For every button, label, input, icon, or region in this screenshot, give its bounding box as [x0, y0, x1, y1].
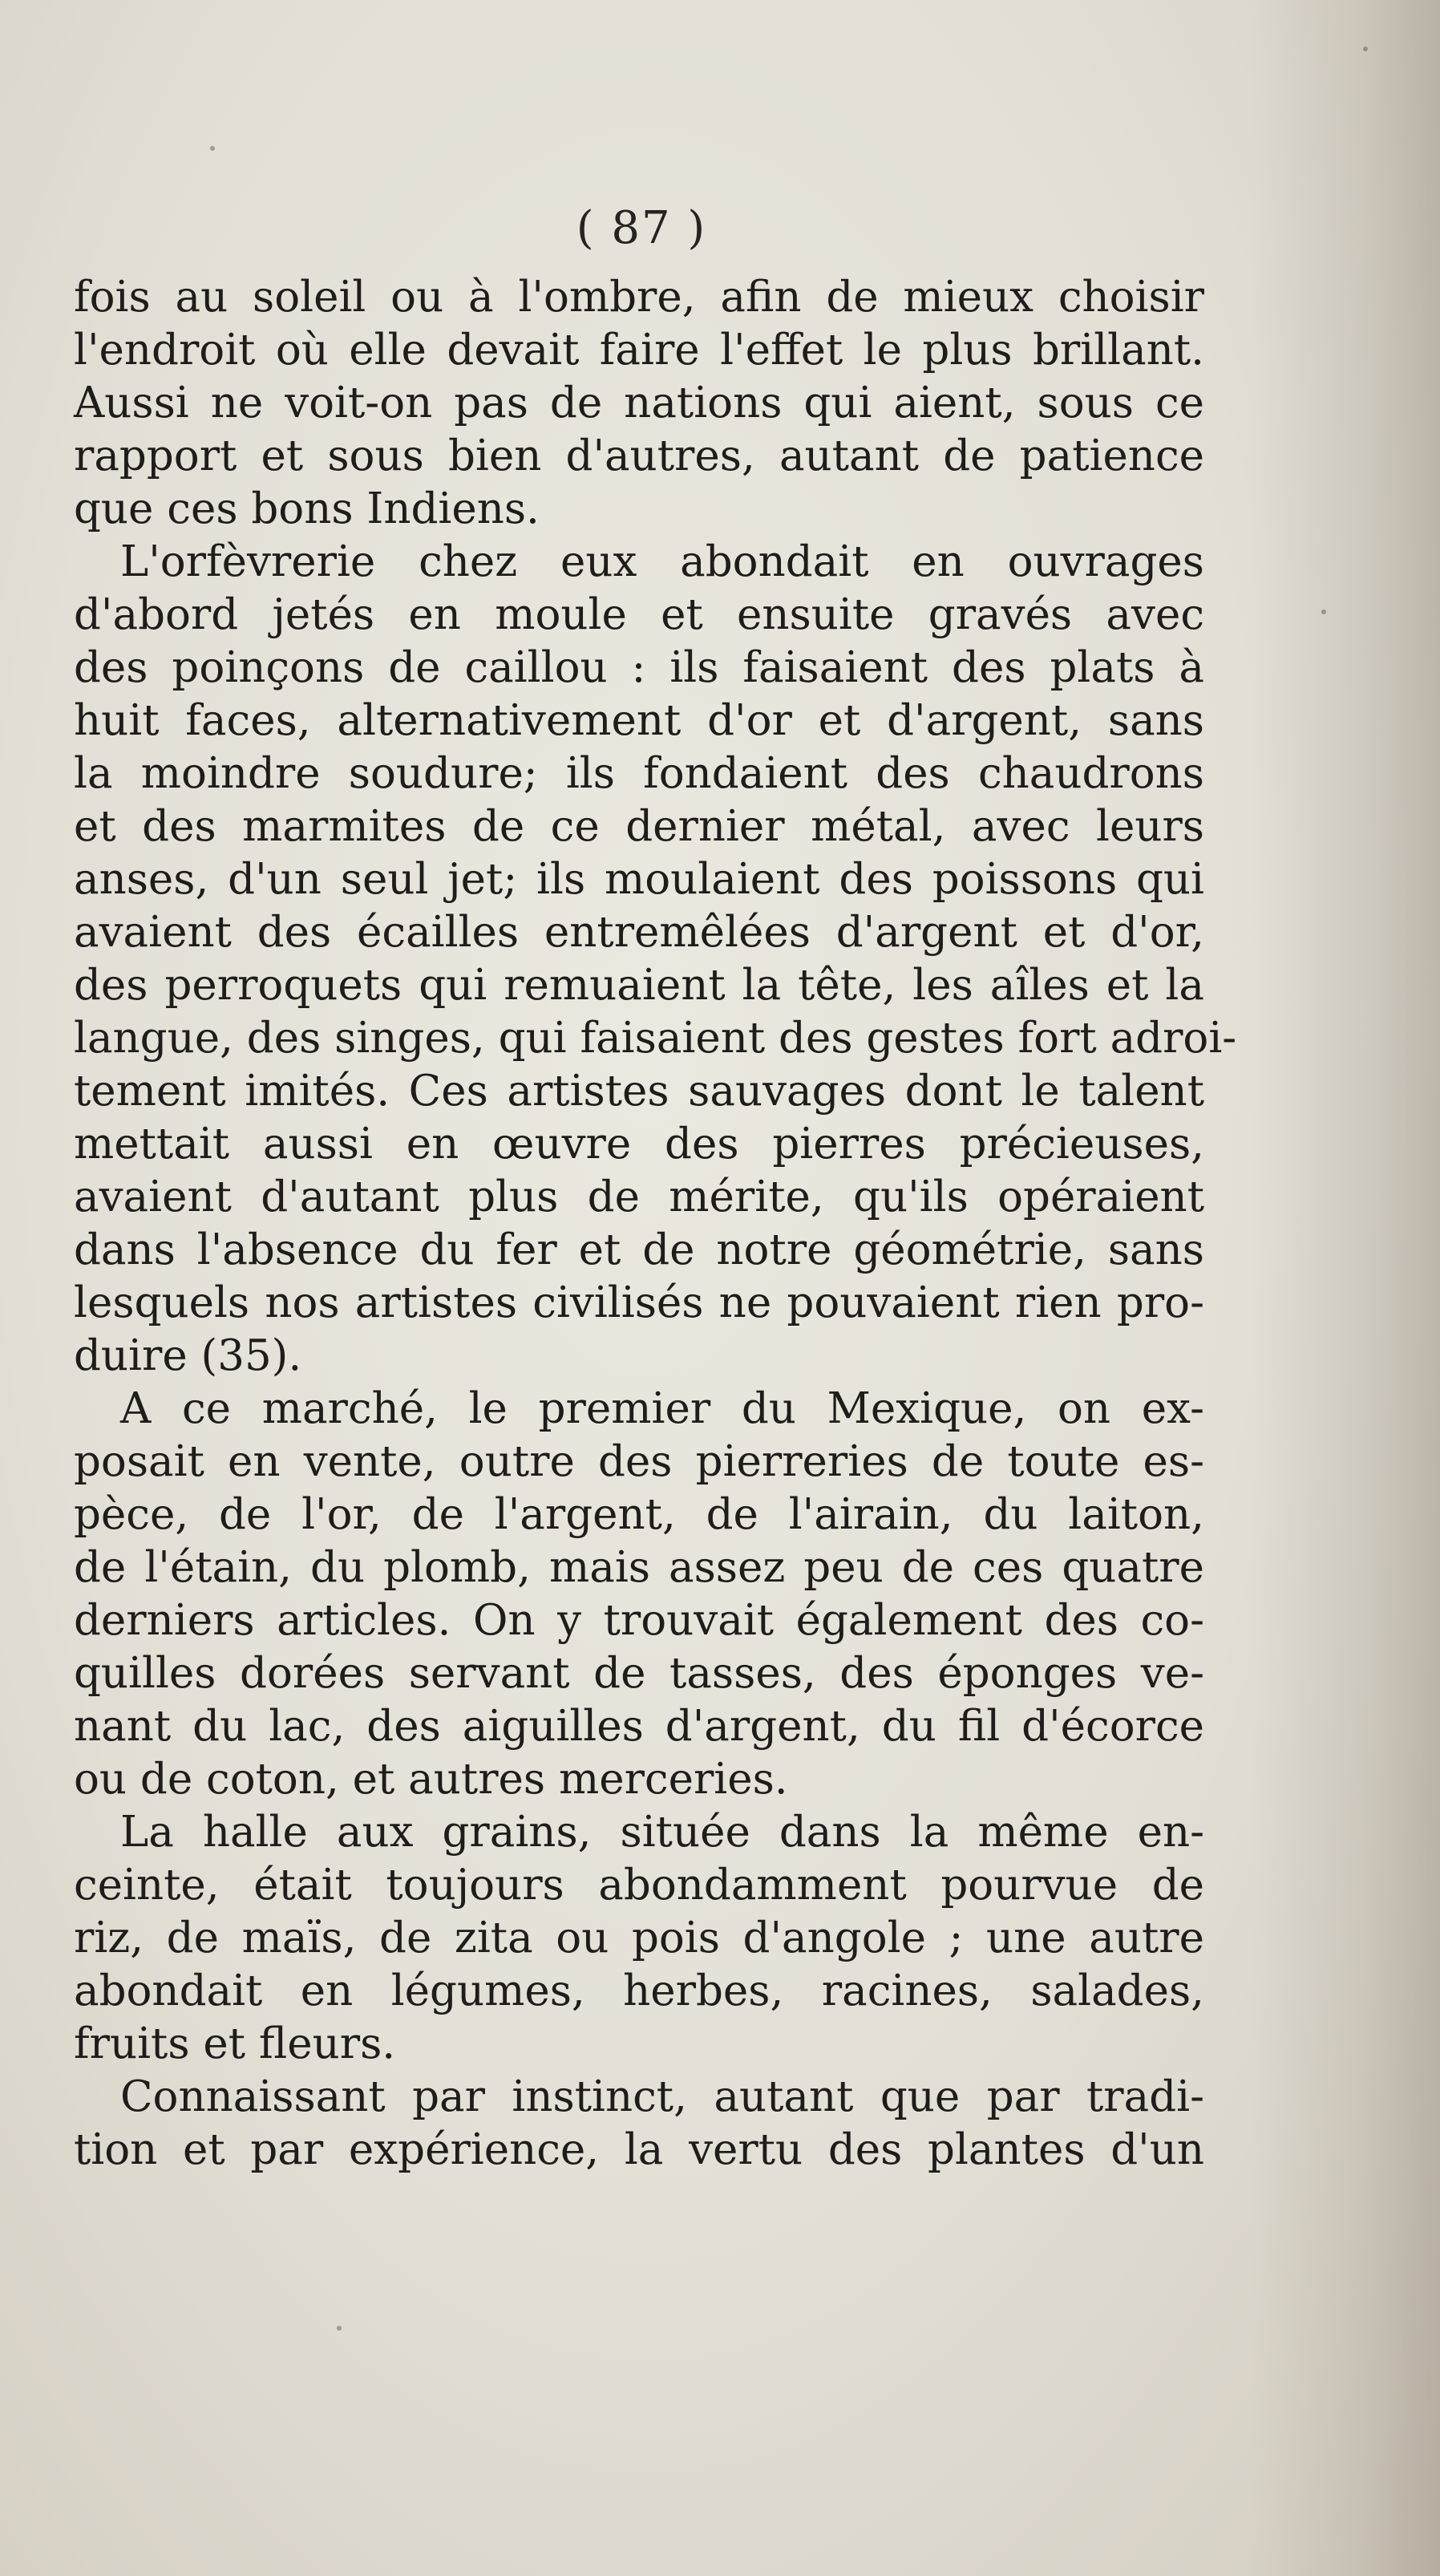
- text-line: tion et par expérience, la vertu des plantes d'un: [74, 2125, 1204, 2174]
- text-line: riz, de maïs, de zita ou pois d'angole ; une autre: [74, 1914, 1204, 1962]
- text-line: Connaissant par instinct, autant que par tradi-: [120, 2072, 1204, 2121]
- text-line: A ce marché, le premier du Mexique, on ex-: [120, 1384, 1204, 1433]
- text-line: derniers articles. On y trouvait également des co-: [74, 1596, 1204, 1645]
- text-line: lesquels nos artistes civilisés ne pouvaient rien pro-: [74, 1278, 1204, 1327]
- body-text: [74, 271, 1237, 2177]
- page-edge-shadow: [1251, 0, 1440, 2576]
- text-line: pèce, de l'or, de l'argent, de l'airain, du laiton,: [74, 1490, 1204, 1539]
- text-line: Aussi ne voit-on pas de nations qui aient, sous ce: [74, 379, 1204, 427]
- page-number: ( 87 ): [576, 202, 707, 254]
- text-line: d'abord jetés en moule et ensuite gravés avec: [74, 590, 1204, 639]
- text-line: quilles dorées servant de tasses, des éponges ve-: [74, 1649, 1204, 1698]
- text-line: fruits et fleurs.: [74, 2019, 396, 2068]
- text-line: La halle aux grains, située dans la même en-: [120, 1808, 1204, 1857]
- text-line: huit faces, alternativement d'or et d'argent, sans: [74, 696, 1204, 745]
- text-line: avaient des écailles entremêlées d'argent et d'or,: [74, 908, 1204, 957]
- text-line: posait en vente, outre des pierreries de toute es-: [74, 1437, 1204, 1486]
- text-line: duire (35).: [74, 1331, 302, 1380]
- text-line: rapport et sous bien d'autres, autant de patience: [74, 431, 1204, 480]
- text-line: des poinçons de caillou : ils faisaient des plats à: [74, 643, 1204, 692]
- text-line: fois au soleil ou à l'ombre, afin de mieux choisir: [74, 273, 1204, 322]
- text-line: mettait aussi en œuvre des pierres précieuses,: [74, 1120, 1204, 1169]
- text-line: nant du lac, des aiguilles d'argent, du fil d'écorce: [74, 1702, 1204, 1751]
- text-line: tement imités. Ces artistes sauvages dont le talent: [74, 1067, 1204, 1116]
- text-line: l'endroit où elle devait faire l'effet le plus brillant.: [74, 326, 1204, 375]
- text-line: abondait en légumes, herbes, racines, salades,: [74, 1966, 1204, 2015]
- text-line: des perroquets qui remuaient la tête, les aîles et la: [74, 961, 1204, 1010]
- text-line: langue, des singes, qui faisaient des gestes fort adroi-: [74, 1014, 1237, 1063]
- text-line: dans l'absence du fer et de notre géométrie, sans: [74, 1225, 1204, 1274]
- text-line: ou de coton, et autres merceries.: [74, 1755, 788, 1804]
- text-line: la moindre soudure; ils fondaient des chaudrons: [74, 749, 1204, 798]
- text-line: anses, d'un seul jet; ils moulaient des poissons qui: [74, 855, 1204, 904]
- text-line: et des marmites de ce dernier métal, avec leurs: [74, 802, 1204, 851]
- text-line: L'orfèvrerie chez eux abondait en ouvrages: [120, 537, 1204, 586]
- text-line: de l'étain, du plomb, mais assez peu de ces quatre: [74, 1543, 1204, 1592]
- text-line: que ces bons Indiens.: [74, 484, 540, 533]
- text-line: ceinte, était toujours abondamment pourvue de: [74, 1861, 1204, 1910]
- text-line: avaient d'autant plus de mérite, qu'ils opéraient: [74, 1173, 1204, 1221]
